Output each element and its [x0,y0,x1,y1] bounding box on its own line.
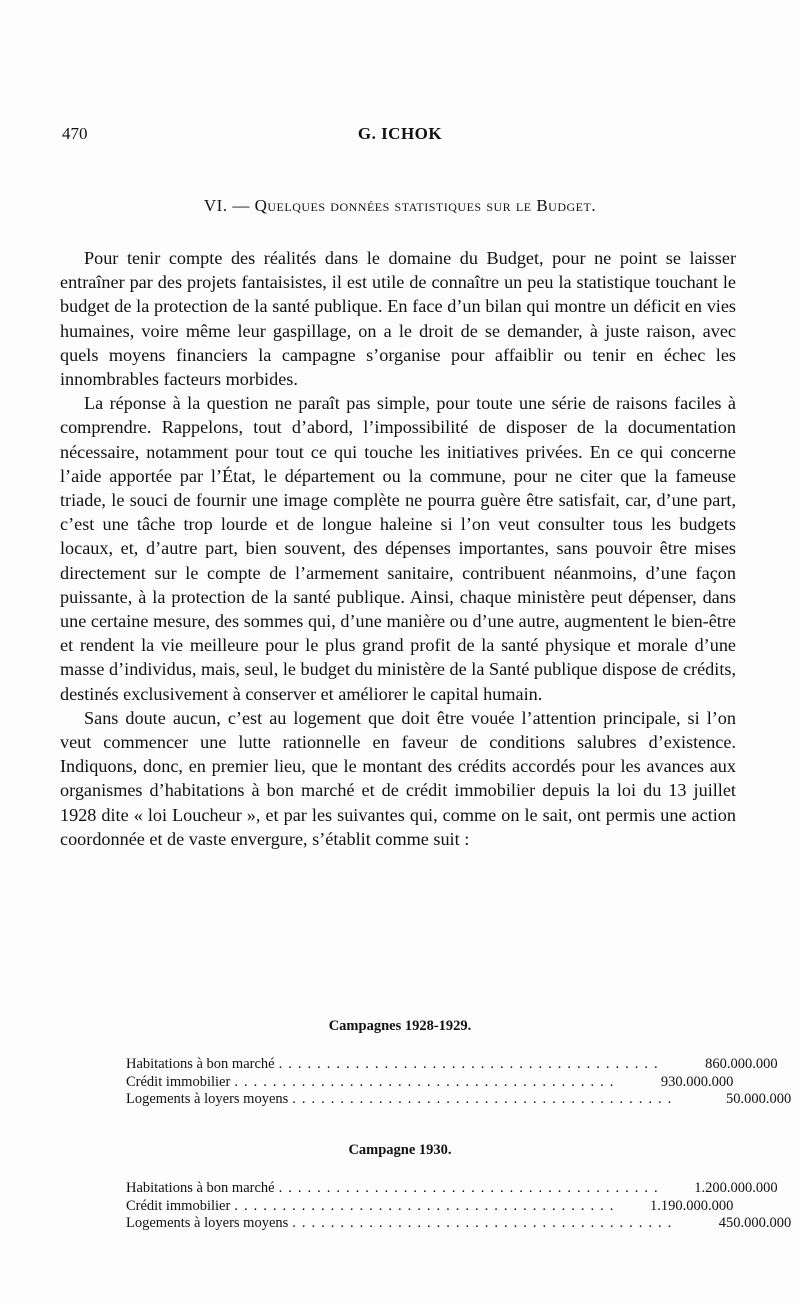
dot-leader: ........................................ [278,1180,664,1196]
table-title-1928-1929: Campagnes 1928-1929. [328,1018,472,1034]
row-label: Crédit immobilier [126,1073,231,1090]
row-label: Crédit immobilier [126,1197,231,1214]
body-text [60,246,736,851]
table-row [126,1215,792,1233]
paragraph: Sans doute aucun, c’est au logement que doit être vouée l’attention principale, si l’on veut commencer une lutte rationnelle en faveur de conditions salubres d’existence. Indiquons, donc, en premier lieu, que le montant des crédits accordés pour les avances aux organismes d’habitations à bon marché et de crédit immobilier depuis la loi du 13 juillet 1928 dite « loi Loucheur », et par les suivantes qui, comme on le sait, ont permis une action coordonnée et de vaste envergure, s’établit comme suit : [60,707,736,849]
paragraph: La réponse à la question ne paraît pas simple, pour toute une série de raisons faciles à comprendre. Rappelons, tout d’abord, l’impossibilité de disposer de la documentation nécessaire, notamment pour tout ce qui touche les initiatives privées. En ce qui concerne l’aide apportée par l’État, le département ou la commune, pour ne citer que la fameuse triade, le souci de fournir une image complète ne pourra guère être satisfait, car, d’une part, c’est une tâche trop lourde et de longue haleine si l’on veut consulter tous les budgets locaux, et, d’autre part, bien souvent, des dépenses importantes, sans pouvoir être mises directement sur le compte de l’armement sanitaire, contribuent néanmoins, d’une façon puissante, à la protection de la santé publique. Ainsi, chaque ministère peut dépenser, dans une certaine mesure, des sommes qui, d’une manière ou d’une autre, augmentent le bien-être et rendent la vie meilleure pour le plus grand profit de la santé physique et morale d’une masse d’individus, mais, seul, le budget du ministère de la Santé publique dispose de crédits, destinés exclusivement à conserver et améliorer le capital humain. [60,393,736,704]
dot-leader: ........................................ [278,1056,664,1072]
table-row [126,1180,778,1198]
table-row [126,1197,734,1216]
dot-leader: ........................................ [292,1215,678,1231]
row-label: Habitations à bon marché [126,1180,275,1196]
row-value: 1.200.000.000 [694,1180,778,1196]
credits-table-1928-1929 [126,1056,792,1109]
running-head: G. ICHOK [357,124,443,143]
row-label: Logements à loyers moyens [126,1215,289,1231]
dot-leader: ........................................ [292,1091,678,1107]
table-row [126,1056,778,1074]
page-header [62,124,738,148]
table-row [126,1091,792,1109]
row-value: 450.000.000 [718,1215,792,1231]
row-value: 860.000.000 [705,1056,778,1072]
table-row [126,1073,734,1092]
row-label: Logements à loyers moyens [126,1091,289,1107]
section-title: VI. — Quelques données statistiques sur le Budget. [203,196,597,215]
row-value: 1.190.000.000 [649,1197,734,1214]
row-label: Habitations à bon marché [126,1056,275,1072]
table-title-1930: Campagne 1930. [348,1142,452,1158]
dot-leader: ........................................ [234,1197,620,1214]
row-value: 50.000.000 [726,1091,792,1107]
paragraph: Pour tenir compte des réalités dans le domaine du Budget, pour ne point se laisser entraîner par des projets fantaisistes, il est utile de connaître un peu la statistique touchant le budget de la protection de la santé publique. En face d’un bilan qui montre un déficit en vies humaines, voire même leur gaspillage, on a le droit de se demander, à juste raison, avec quels moyens financiers la campagne s’organise pour affaiblir ou tenir en échec les innombrables facteurs morbides. [60,248,736,390]
row-value: 930.000.000 [660,1073,734,1090]
dot-leader: ........................................ [234,1073,620,1090]
credits-table-1930 [126,1180,792,1233]
page-number: 470 [62,124,88,143]
